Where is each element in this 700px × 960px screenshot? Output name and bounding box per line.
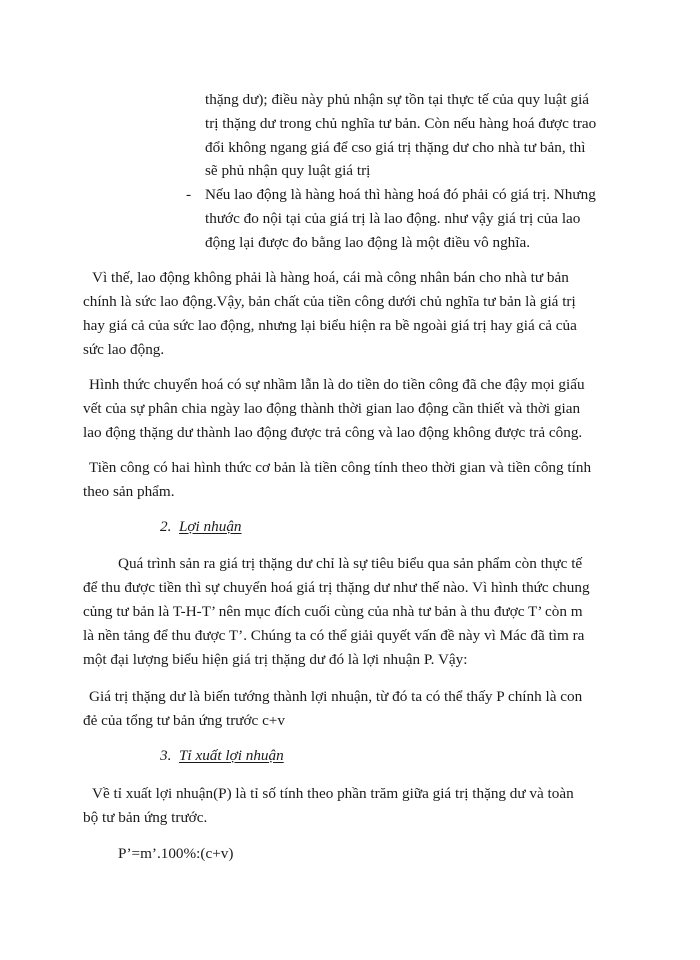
paragraph-line: để thu được tiền thì sự chuyển hoá giá trị thặng dư như thế nào. Vì hình thức chung (83, 579, 590, 596)
paragraph-line: là nền tảng để thu được T’. Chúng ta có thể giải quyết vấn đề này vì Mác đã tìm ra (83, 627, 585, 644)
section-heading (160, 748, 284, 763)
paragraph-line: sức lao động. (83, 341, 165, 358)
list-bullet: - (186, 186, 192, 203)
list-continuation-line: thặng dư); điều này phủ nhận sự tồn tại thực tế của quy luật giá (205, 91, 590, 108)
paragraph-line: Về tỉ xuất lợi nhuận(P) là tỉ số tính theo phần trăm giữa giá trị thặng dư và toàn (92, 785, 574, 802)
paragraph-line: Tiền công có hai hình thức cơ bản là tiền công tính theo thời gian và tiền công tính (89, 459, 592, 476)
paragraph-line: đẻ của tổng tư bản ứng trước c+v (83, 712, 285, 729)
section-heading (160, 519, 242, 534)
formula: P’=m’.100%:(c+v) (118, 845, 234, 862)
paragraph-line: củng tư bản là T-H-T’ nên mục đích cuối cùng của nhà tư bản à thu được T’ còn m (83, 603, 583, 620)
paragraph-line: một đại lượng biểu hiện giá trị thặng dư đó là lợi nhuận P. Vậy: (83, 651, 468, 668)
section-number: 2. (160, 518, 172, 535)
paragraph-line: Giá trị thặng dư là biến tướng thành lợi nhuận, từ đó ta có thể thấy P chính là con (89, 688, 583, 705)
paragraph-line: Quá trình sản ra giá trị thặng dư chỉ là sự tiêu biểu qua sản phẩm còn thực tế (118, 555, 583, 572)
paragraph-line: vết của sự phân chia ngày lao động thành thời gian lao động cần thiết và thời gian (83, 400, 581, 417)
list-item-line: động lại được đo bằng lao động là một điều vô nghĩa. (205, 234, 531, 251)
list-item-line: Nếu lao động là hàng hoá thì hàng hoá đó phải có giá trị. Nhưng (205, 186, 596, 203)
list-item-line: thước đo nội tại của giá trị là lao động. như vậy giá trị của lao (205, 210, 581, 227)
paragraph-line: lao động thặng dư thành lao động được trả công và lao động không được trả công. (83, 424, 583, 441)
list-continuation-line: trị thặng dư trong chủ nghĩa tư bản. Còn nếu hàng hoá được trao (205, 115, 597, 132)
section-title: Lợi nhuận (178, 518, 242, 535)
paragraph-line: theo sản phẩm. (83, 483, 175, 500)
paragraph-line: bộ tư bản ứng trước. (83, 809, 208, 826)
paragraph-line: chính là sức lao động.Vậy, bản chất của tiền công dưới chủ nghĩa tư bản là giá trị (83, 293, 576, 310)
section-title: Tỉ xuất lợi nhuận (178, 747, 284, 764)
list-continuation-line: đổi không ngang giá để cso giá trị thặng dư cho nhà tư bản, thì (205, 139, 586, 156)
list-continuation-line: sẽ phủ nhận quy luật giá trị (205, 162, 371, 179)
paragraph-line: hay giá cả của sức lao động, nhưng lại biểu hiện ra bề ngoài giá trị hay giá cả của (83, 317, 577, 334)
paragraph-line: Hình thức chuyển hoá có sự nhầm lẫn là do tiền do tiền công đã che đậy mọi giấu (89, 376, 585, 393)
paragraph-line: Vì thế, lao động không phải là hàng hoá, cái mà công nhân bán cho nhà tư bản (92, 269, 569, 286)
section-number: 3. (160, 747, 172, 764)
